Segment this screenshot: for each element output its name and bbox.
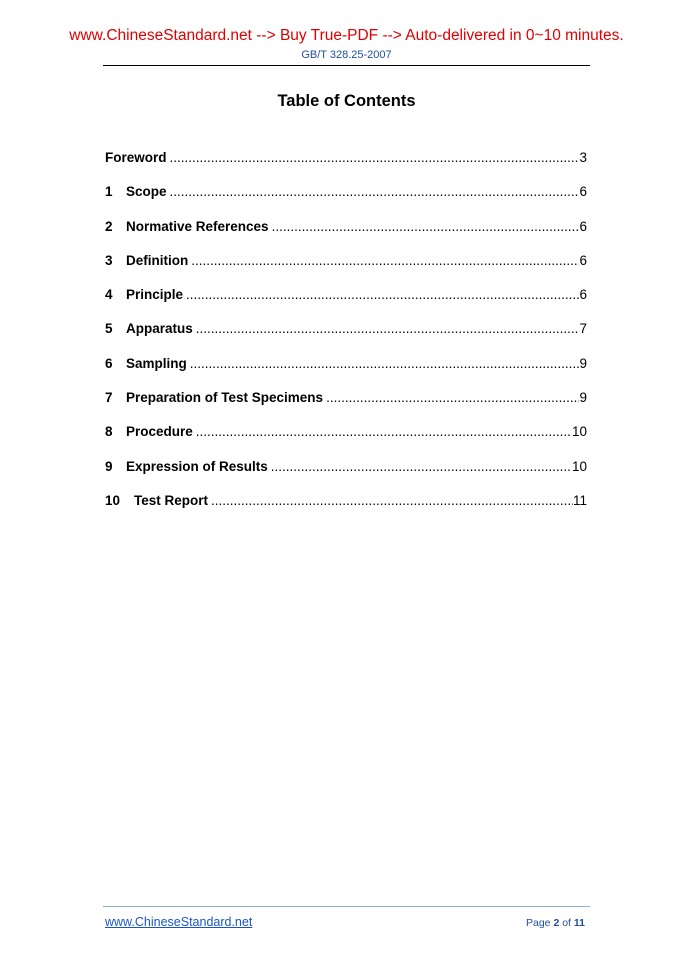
toc-title: Table of Contents bbox=[277, 92, 416, 110]
toc-entry-apparatus[interactable] bbox=[105, 320, 587, 354]
dot-leader bbox=[170, 149, 580, 167]
header-divider bbox=[103, 65, 590, 66]
toc-entry-page: 9 bbox=[579, 355, 587, 371]
toc-entry-number: 1 bbox=[105, 184, 113, 200]
toc-entry-definition[interactable] bbox=[105, 252, 587, 286]
toc-entry-label: Foreword bbox=[105, 150, 167, 165]
toc-entry-page: 10 bbox=[571, 424, 587, 440]
dot-leader bbox=[211, 492, 573, 510]
toc-entry-normative-references[interactable] bbox=[105, 218, 587, 252]
dot-leader bbox=[271, 458, 572, 476]
toc-entry-label: Expression of Results bbox=[126, 458, 268, 474]
toc-entry-page: 6 bbox=[579, 184, 587, 200]
toc-entry-number: 4 bbox=[105, 287, 113, 303]
toc-entry-number: 6 bbox=[105, 355, 113, 371]
toc-entry-principle[interactable] bbox=[105, 286, 587, 320]
toc-entry-page: 11 bbox=[572, 492, 587, 508]
dot-leader bbox=[326, 389, 579, 407]
toc-entry-procedure[interactable] bbox=[105, 423, 587, 457]
toc-entry-number: 8 bbox=[105, 424, 113, 440]
toc-entry-label: Principle bbox=[126, 287, 184, 303]
toc-entry-number: 5 bbox=[105, 321, 113, 337]
toc-entry-page: 3 bbox=[579, 150, 587, 165]
toc-entry-page: 9 bbox=[579, 390, 587, 406]
toc-entry-label: Preparation of Test Specimens bbox=[126, 390, 324, 406]
page-label: Page bbox=[525, 917, 551, 929]
total-pages-number: 11 bbox=[573, 917, 585, 929]
toc-entry-foreword[interactable] bbox=[105, 149, 587, 183]
toc-entry-label: Sampling bbox=[126, 355, 187, 371]
page-indicator bbox=[526, 917, 585, 929]
dot-leader bbox=[186, 286, 579, 304]
toc-entry-number: 9 bbox=[105, 458, 113, 474]
toc-entry-label: Test Report bbox=[134, 492, 209, 508]
table-of-contents bbox=[105, 149, 587, 526]
dot-leader bbox=[272, 218, 580, 236]
toc-entry-preparation-of-test-specimens[interactable] bbox=[105, 389, 587, 423]
toc-entry-number: 3 bbox=[105, 252, 113, 268]
toc-entry-label: Normative References bbox=[126, 218, 269, 234]
dot-leader bbox=[190, 355, 580, 373]
dot-leader bbox=[196, 423, 572, 441]
toc-entry-test-report[interactable] bbox=[105, 492, 587, 526]
toc-entry-page: 10 bbox=[571, 458, 587, 474]
document-id: GB/T 328.25-2007 bbox=[301, 49, 392, 61]
toc-entry-label: Definition bbox=[126, 252, 189, 268]
dot-leader bbox=[196, 320, 580, 338]
toc-entry-label: Scope bbox=[126, 184, 167, 200]
toc-entry-number: 10 bbox=[105, 492, 121, 508]
toc-entry-page: 7 bbox=[579, 321, 587, 337]
toc-entry-number: 2 bbox=[105, 218, 113, 234]
toc-entry-label: Apparatus bbox=[126, 321, 193, 337]
footer-divider bbox=[103, 906, 590, 907]
footer-website-link[interactable]: www.ChineseStandard.net bbox=[105, 915, 253, 929]
dot-leader bbox=[191, 252, 579, 270]
page-of-label: of bbox=[562, 917, 571, 929]
toc-entry-sampling[interactable] bbox=[105, 355, 587, 389]
purchase-banner[interactable]: www.ChineseStandard.net --> Buy True-PDF --> Auto-delivered in 0~10 minutes. bbox=[69, 27, 624, 44]
toc-entry-page: 6 bbox=[579, 252, 587, 268]
toc-entry-page: 6 bbox=[579, 218, 587, 234]
dot-leader bbox=[170, 183, 580, 201]
toc-entry-number: 7 bbox=[105, 390, 113, 406]
toc-entry-page: 6 bbox=[579, 287, 587, 303]
toc-entry-label: Procedure bbox=[126, 424, 193, 440]
toc-entry-scope[interactable] bbox=[105, 183, 587, 217]
toc-entry-expression-of-results[interactable] bbox=[105, 458, 587, 492]
current-page-number: 2 bbox=[553, 917, 560, 929]
